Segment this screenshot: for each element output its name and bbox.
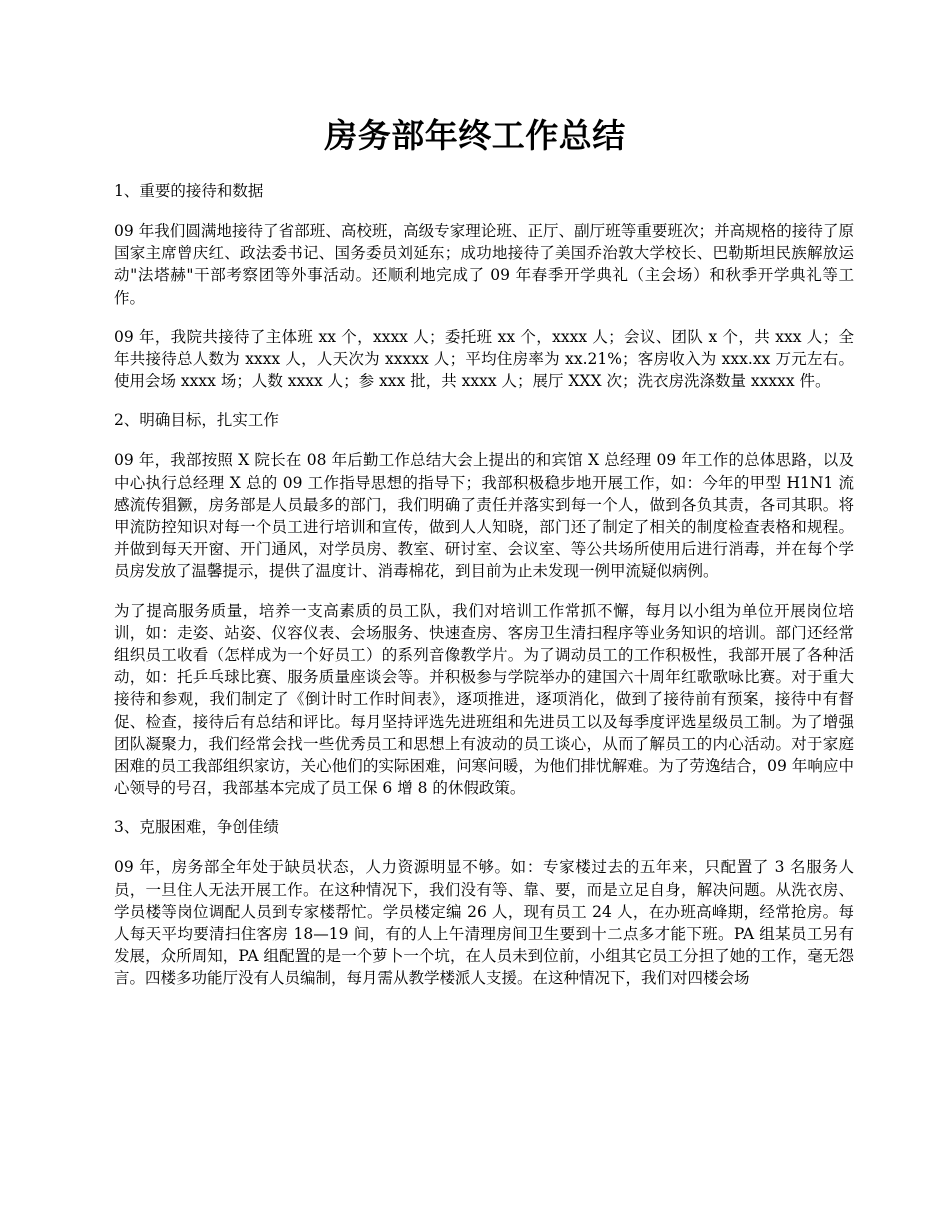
- paragraph: 09 年，房务部全年处于缺员状态，人力资源明显不够。如：专家楼过去的五年来，只配置了 3 名服务人员，一旦住人无法开展工作。在这种情况下，我们没有等、靠、要，而是立足自身，解决问题。从洗衣房、学员楼等岗位调配人员到专家楼帮忙。学员楼定编 26 人，现有员工 24 人，在办班高峰期，经常抢房。每人每天平均要清扫住客房 18—19 间，有的人上午清理房间卫生要到十二点多才能下班。PA 组某员工另有发展，众所周知，PA 组配置的是一个萝卜一个坑，在人员未到位前，小组其它员工分担了她的工作，毫无怨言。四楼多功能厅没有人员编制，每月需从教学楼派人支援。在这种情况下，我们对四楼会场: [114, 858, 854, 988]
- section-heading: 1、重要的接待和数据: [114, 182, 264, 200]
- section-heading: 3、克服困难，争创佳绩: [114, 818, 279, 837]
- paragraph: 为了提高服务质量，培养一支高素质的员工队，我们对培训工作常抓不懈，每月以小组为单位开展岗位培训，如：走姿、站姿、仪容仪表、会场服务、快速查房、客房卫生清扫程序等业务知识的培训。部门还经常组织员工收看（怎样成为一个好员工）的系列音像教学片。为了调动员工的工作积极性，我部开展了各种活动，如：托乒乓球比赛、服务质量座谈会等。并积极参与学院举办的建国六十周年红歌歌咏比赛。对于重大接待和参观，我们制定了《倒计时工作时间表》，逐项推进，逐项消化，做到了接待前有预案，接待中有督促、检查，接待后有总结和评比。每月坚持评选先进班组和先进员工以及每季度评选星级员工制。为了增强团队凝聚力，我们经常会找一些优秀员工和思想上有波动的员工谈心，从而了解员工的内心活动。对于家庭困难的员工我部组织家访，关心他们的实际困难，问寒问暖，为他们排忧解难。为了劳逸结合，09 年响应中心领导的号召，我部基本完成了员工保 6 增 8 的休假政策。: [114, 601, 854, 798]
- page-title: 房务部年终工作总结: [324, 116, 626, 155]
- paragraph: 09 年，我院共接待了主体班 xx 个，xxxx 人；委托班 xx 个，xxxx 人；会议、团队 x 个，共 xxx 人；全年共接待总人数为 xxxx 人，人天次为 xxxxx 人；平均住房率为 xx.21%；客房收入为 xxx.xx 万元左右。使用会场 xxxx 场；人数 xxxx 人；参 xxx 批，共 xxxx 人；展厅 XXX 次；洗衣房洗涤数量 xxxxx 件。: [114, 327, 854, 391]
- paragraph: 09 年，我部按照 X 院长在 08 年后勤工作总结大会上提出的和宾馆 X 总经理 09 年工作的总体思路，以及中心执行总经理 X 总的 09 工作指导思想的指导下；我部积极稳步地开展工作，如：今年的甲型 H1N1 流感流传猖獗，房务部是人员最多的部门，我们明确了责任并落实到每一个人，做到各负其责，各司其职。将甲流防控知识对每一个员工进行培训和宣传，做到人人知晓，部门还了制定了相关的制度检查表格和规程。并做到每天开窗、开门通风，对学员房、教室、研讨室、会议室、等公共场所使用后进行消毒，并在每个学员房发放了温馨提示，提供了温度计、消毒棉花，到目前为止未发现一例甲流疑似病例。: [114, 451, 854, 581]
- section-heading: 2、明确目标，扎实工作: [114, 411, 279, 430]
- document-body: [114, 180, 854, 1007]
- paragraph: 09 年我们圆满地接待了省部班、高校班，高级专家理论班、正厅、副厅班等重要班次；并高规格的接待了原国家主席曾庆红、政法委书记、国务委员刘延东；成功地接待了美国乔治敦大学校长、巴勒斯坦民族解放运动"法塔赫"干部考察团等外事活动。还顺利地完成了 09 年春季开学典礼（主会场）和秋季开学典礼等工作。: [114, 222, 854, 307]
